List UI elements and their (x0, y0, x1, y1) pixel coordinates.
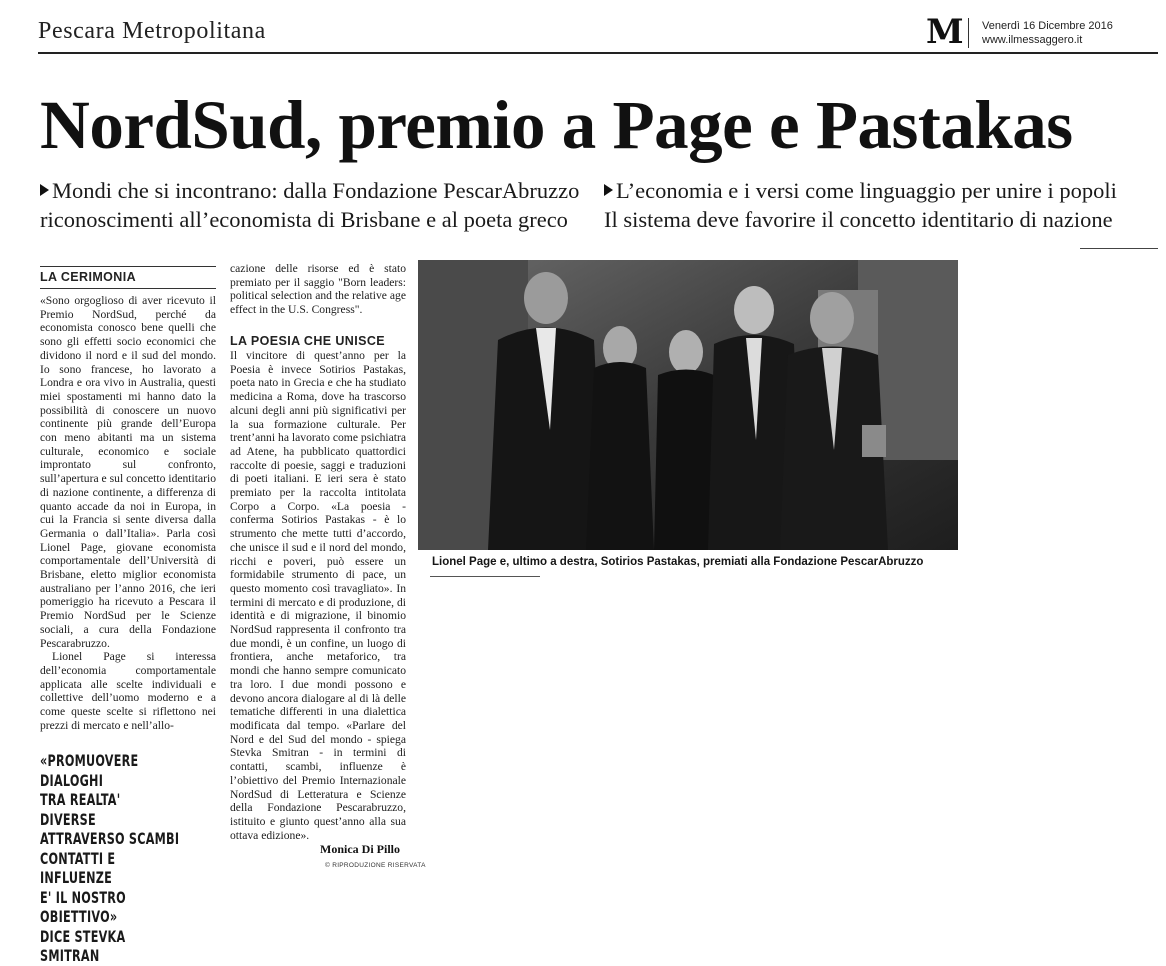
bullet-triangle-icon (604, 184, 613, 196)
website-url: www.ilmessaggero.it (982, 34, 1083, 46)
subhead-left-line-2: riconoscimenti all’economista di Brisbane e al poeta greco (40, 207, 568, 232)
pull-quote-line: DICE STEVKA SMITRAN (40, 926, 126, 965)
issue-date: Venerdì 16 Dicembre 2016 (982, 20, 1113, 32)
header-rule (38, 52, 1158, 54)
dateline (982, 19, 1113, 47)
reproduction-notice: © RIPRODUZIONE RISERVATA (325, 862, 426, 869)
byline: Monica Di Pillo (320, 842, 400, 856)
article-column-2-top (230, 262, 406, 317)
label-rule-top (40, 266, 216, 267)
photo-illustration (418, 260, 958, 550)
subhead-right-line-2: Il sistema deve favorire il concetto identitario di nazione (604, 207, 1113, 232)
paragraph: Lionel Page si interessa dell’economia comportamentale applicata alle scelte individuali e collettive dell’uomo moderno e a come queste scelte si riflettono nei prezzi di mercato e nell’allo- (40, 650, 216, 732)
pull-quote-line: TRA REALTA' DIVERSE (40, 790, 121, 829)
paragraph: cazione delle risorse ed è stato premiato per il saggio "Born leaders: political selection and the relative age effect in the U.S. Congress". (230, 262, 406, 317)
subhead-left-line-1: Mondi che si incontrano: dalla Fondazione PescarAbruzzo (52, 178, 580, 203)
section-label-poetry: LA POESIA CHE UNISCE (230, 334, 386, 348)
photo-caption: Lionel Page e, ultimo a destra, Sotirios Pastakas, premiati alla Fondazione PescarAbruzzo (432, 556, 924, 568)
section-label-ceremony: LA CERIMONIA (40, 270, 136, 284)
section-title: Pescara Metropolitana (38, 18, 266, 44)
pull-quote-line: E' IL NOSTRO OBIETTIVO» (40, 887, 126, 926)
headline: NordSud, premio a Page e Pastakas (40, 87, 1073, 163)
pull-quote (40, 751, 180, 966)
subhead-right-line-1: L’economia e i versi come linguaggio per unire i popoli (616, 178, 1117, 203)
logo-divider (968, 18, 969, 48)
paragraph: Il vincitore di quest’anno per la Poesia è invece Sotirios Pastakas, poeta nato in Grecia e che ha studiato medicina a Roma, dove ha trascorso alcuni degli anni più significativi per la sua formazione culturale. Per trent’anni ha lavorato come psichiatra ad Atene, ha pubblicato quattordici raccolte di poesie, saggi e traduzioni di poeti italiani. E ieri sera è stato premiato per la raccolta intitolata Corpo a Corpo. «La poesia - conferma Sotirios Pastakas - è lo strumento che mette tutti d’accordo, che unisce il sud e il nord del mondo, ricchi e poveri, può essere un formidabile strumento di pace, un questo momento così travagliato». In termini di mercato e di produzione, di identità e di migrazione, il binomio NordSud rappresenta il confronto tra due mondi, è un confine, un luogo di frontiera, anche metaforico, tra mondi che hanno sempre comunicato tra loro. I due mondi possono e devono ancora dialogare al di là delle tematiche differenti in una dialettica modificata dal tempo. «Parlare del Nord e del Sud del mondo - spiega Stevka Smitran - in termini di contatti, scambi, influenze è l’obiettivo del Premio Internazionale NordSud di Letteratura e Scienze della Fondazione Pescarabruzzo, istituito e giunto quest’anno alla sua ottava edizione». (230, 349, 406, 842)
article-column-2 (230, 349, 406, 842)
pull-quote-line: «PROMUOVERE DIALOGHI (40, 751, 139, 790)
event-photo (418, 260, 958, 550)
article-column-1 (40, 294, 216, 733)
newspaper-logo: M (926, 12, 964, 52)
label-rule-bottom (40, 288, 216, 289)
pull-quote-line: CONTATTI E INFLUENZE (40, 848, 116, 887)
subhead-left (40, 176, 579, 234)
caption-rule (430, 576, 540, 577)
bullet-triangle-icon (40, 184, 49, 196)
paragraph: «Sono orgoglioso di aver ricevuto il Premio NordSud, perché da economista conosco bene quelli che sono gli effetti socio economici che dividono il nord e il sud del mondo. Io sono francese, ho lavorato a Londra e ora vivo in Australia, questi miei spostamenti mi hanno dato la possibilità di conoscere un nuovo continente più grande dell’Europa con meno abitanti ma un sistema culturale, economico e sociale improntato sul confronto, sull’apertura e sul concetto identitario di nazione continente, a differenza di quanto accade da noi in Europa, in cui la Francia si sente diversa dalla Germania o dall’Italia». Parla così Lionel Page, giovane economista comportamentale dell’Università di Brisbane, eletto miglior economista australiano per l’anno 2016, che ieri pomeriggio ha ricevuto a Pescara il Premio NordSud per le Scienze sociali, a cura della Fondazione Pescarabruzzo. (40, 294, 216, 650)
subhead-rule (1080, 248, 1158, 249)
subhead-right (604, 176, 1117, 234)
pull-quote-line: ATTRAVERSO SCAMBI (40, 829, 180, 848)
